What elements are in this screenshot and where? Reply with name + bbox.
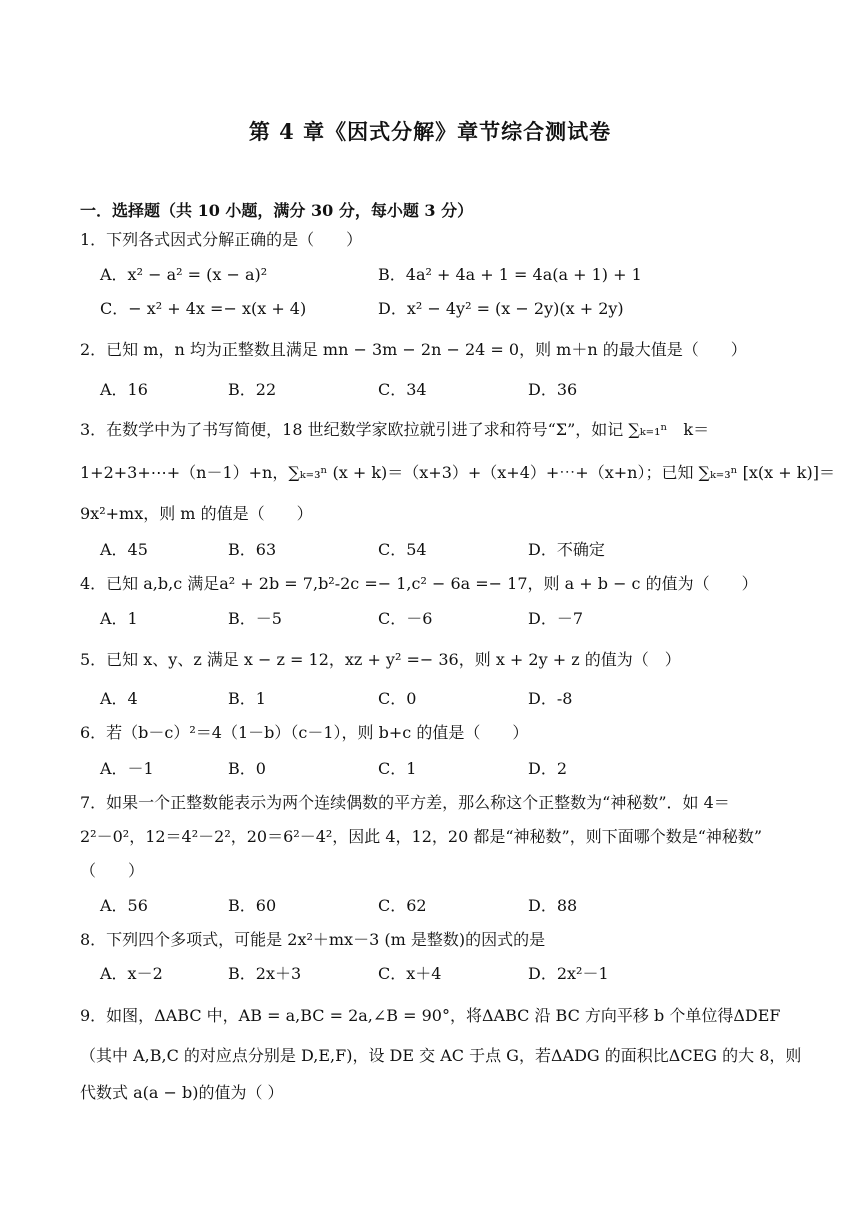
question-4-text: 4．已知 a,b,c 满足a² + 2b = 7,b²-2c =− 1,c² − 6a =− 17，则 a + b − c 的值为（ ） [80, 574, 758, 593]
question-8-option-c: C．x＋4 [378, 964, 442, 983]
question-4-option-c: C．－6 [378, 609, 433, 628]
question-3-option-a: A．45 [100, 540, 148, 559]
page-title: 第 4 章《因式分解》章节综合测试卷 [248, 119, 612, 144]
question-5-option-a: A．4 [100, 689, 138, 708]
question-1-option-b: B．4a² + 4a + 1 = 4a(a + 1) + 1 [378, 265, 642, 284]
question-7-line-3: （ ） [80, 861, 145, 880]
question-5-text: 5．已知 x、y、z 满足 x − z = 12，xz + y² =− 36，则 x + 2y + z 的值为（ ） [80, 650, 681, 669]
question-6-text: 6．若（b－c）²＝4（1－b）（c－1），则 b+c 的值是（ ） [80, 723, 529, 742]
question-2-text: 2．已知 m，n 均为正整数且满足 mn − 3m − 2n − 24 = 0，则 m＋n 的最大值是（ ） [80, 340, 747, 359]
question-9-line-3: 代数式 a(a − b)的值为（ ） [80, 1083, 284, 1102]
question-3-line-2: 1+2+3+⋯+（n－1）+n，∑ₖ₌₃ⁿ (x + k)＝（x+3）+（x+4）+⋯+（x+n）；已知 ∑ₖ₌₃ⁿ [x(x + k)]＝ [80, 463, 835, 482]
question-4-option-a: A．1 [100, 609, 138, 628]
question-6-option-a: A．－1 [100, 759, 154, 778]
question-7-line-2: 2²－0²，12＝4²－2²，20＝6²－4²，因此 4，12，20 都是“神秘数”，则下面哪个数是“神秘数” [80, 827, 763, 846]
question-3-line-3: 9x²+mx，则 m 的值是（ ） [80, 504, 313, 523]
question-6-option-d: D．2 [528, 759, 568, 778]
question-7-option-d: D．88 [528, 896, 578, 915]
question-5-option-b: B．1 [228, 689, 266, 708]
question-2-option-b: B．22 [228, 380, 277, 399]
question-7-line-1: 7．如果一个正整数能表示为两个连续偶数的平方差，那么称这个正整数为“神秘数”．如 4＝ [80, 793, 730, 812]
question-1-text: 1．下列各式因式分解正确的是（ ） [80, 230, 363, 249]
question-8-option-a: A．x－2 [100, 964, 163, 983]
question-3-line-1: 3．在数学中为了书写简便，18 世纪数学家欧拉就引进了求和符号“Σ”，如记 ∑ₖ₌₁ⁿ k＝ [80, 420, 710, 439]
question-5-option-c: C．0 [378, 689, 417, 708]
question-5-option-d: D．-8 [528, 689, 573, 708]
question-9-line-1: 9．如图，ΔABC 中，AB = a,BC = 2a,∠B = 90°，将ΔABC 沿 BC 方向平移 b 个单位得ΔDEF [80, 1006, 781, 1025]
question-3-option-d: D．不确定 [528, 540, 605, 559]
question-8-text: 8．下列四个多项式，可能是 2x²＋mx－3 (m 是整数)的因式的是 [80, 930, 546, 949]
question-1-option-a: A．x² − a² = (x − a)² [100, 265, 268, 284]
question-2-option-d: D．36 [528, 380, 578, 399]
question-6-option-b: B．0 [228, 759, 266, 778]
section-heading: 一．选择题（共 10 小题，满分 30 分，每小题 3 分） [80, 201, 474, 220]
question-7-option-b: B．60 [228, 896, 277, 915]
question-2-option-a: A．16 [100, 380, 148, 399]
question-3-option-c: C．54 [378, 540, 427, 559]
question-7-option-a: A．56 [100, 896, 148, 915]
question-4-option-b: B．－5 [228, 609, 282, 628]
question-8-option-b: B．2x＋3 [228, 964, 302, 983]
question-6-option-c: C．1 [378, 759, 417, 778]
question-8-option-d: D．2x²－1 [528, 964, 609, 983]
question-7-option-c: C．62 [378, 896, 427, 915]
question-1-option-d: D．x² − 4y² = (x − 2y)(x + 2y) [378, 299, 624, 318]
question-1-option-c: C．− x² + 4x =− x(x + 4) [100, 299, 307, 318]
question-9-line-2: （其中 A,B,C 的对应点分别是 D,E,F)，设 DE 交 AC 于点 G，若ΔADG 的面积比ΔCEG 的大 8，则 [80, 1046, 802, 1065]
question-3-option-b: B．63 [228, 540, 277, 559]
question-4-option-d: D．－7 [528, 609, 584, 628]
question-2-option-c: C．34 [378, 380, 427, 399]
